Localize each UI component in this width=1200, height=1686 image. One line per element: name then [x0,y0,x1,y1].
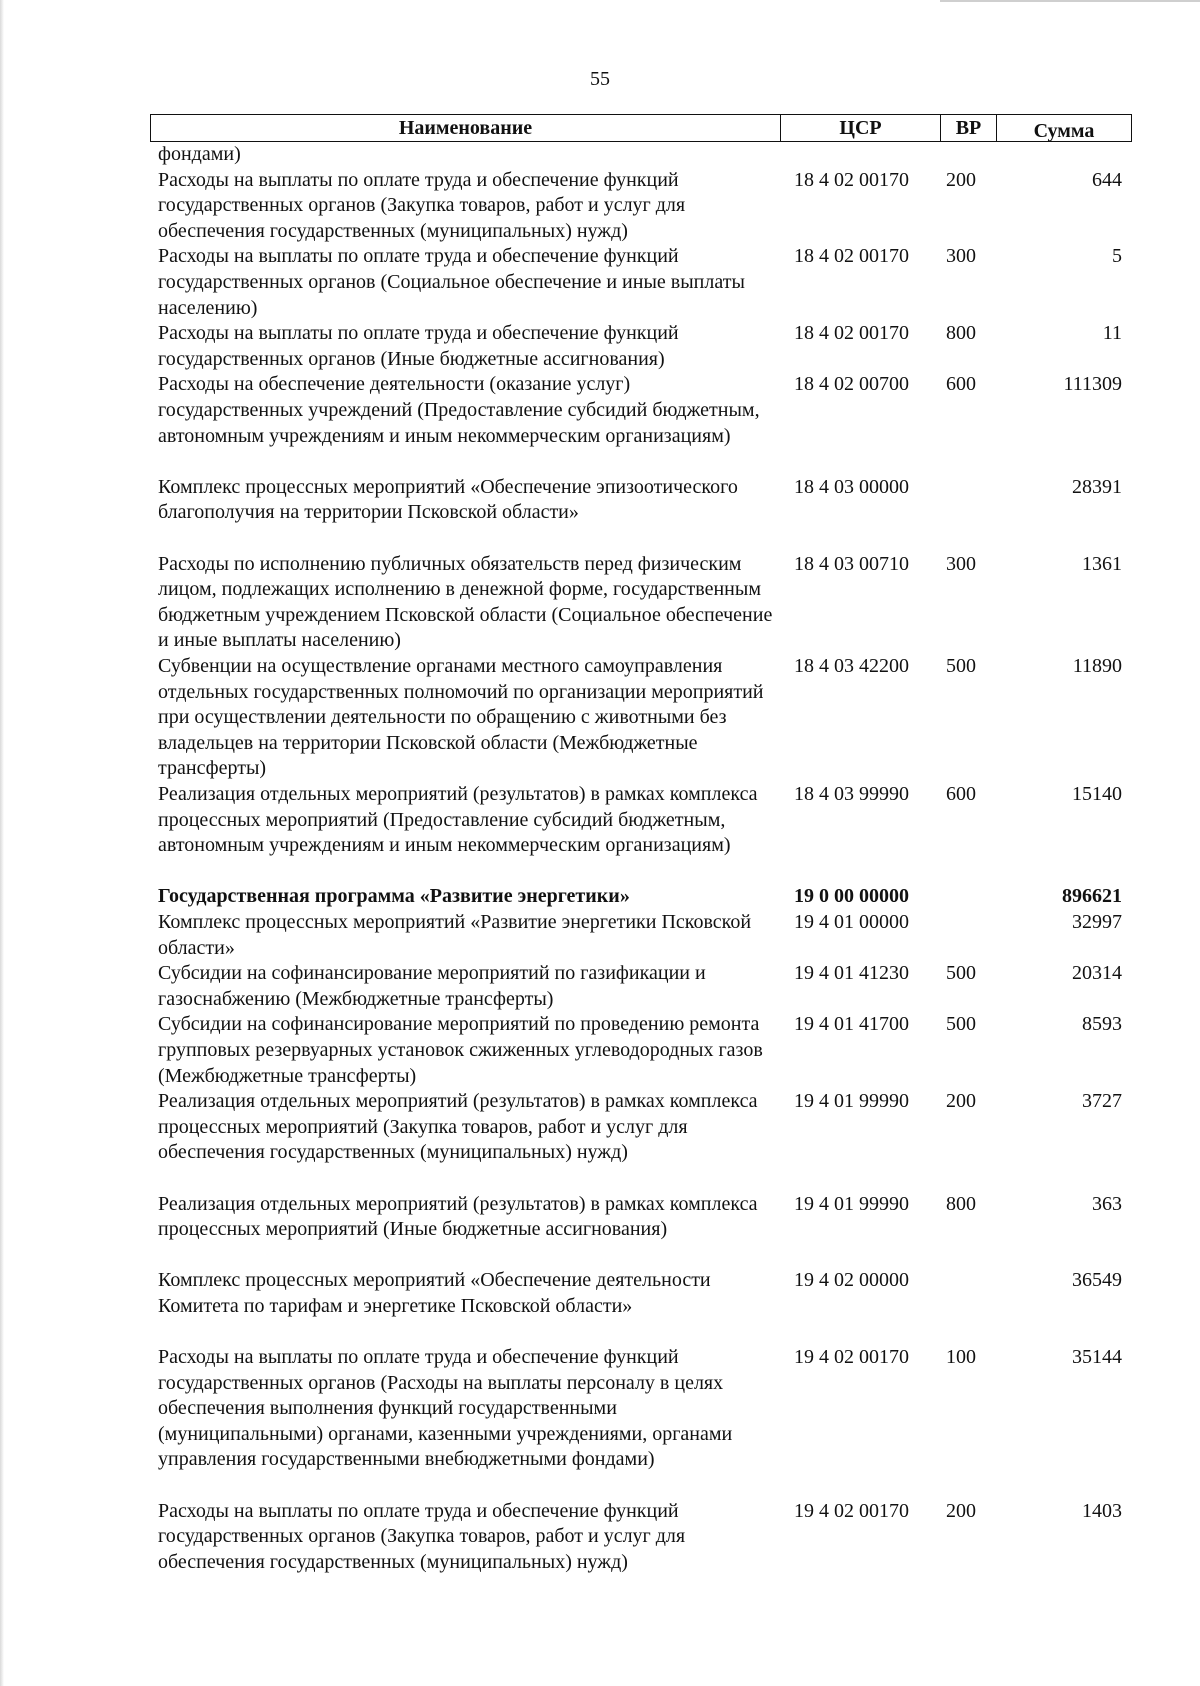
table-row [150,782,1132,884]
table-row [150,1499,1132,1576]
row-name: Реализация отдельных мероприятий (результатов) в рамках комплекса процессных мероприятий (Иные бюджетные ассигнования) [158,1192,758,1241]
scan-edge-top [940,0,1200,2]
table-row [150,552,1132,654]
row-csr: 18 4 02 00170 [794,245,909,268]
row-csr: 18 4 02 00700 [794,373,909,396]
row-sum: 32997 [1072,910,1122,933]
row-vr [940,475,996,552]
row-csr: 19 4 01 41700 [794,1013,909,1036]
row-name: Расходы на выплаты по оплате труда и обеспечение функций государственных органов (Закупка товаров, работ и услуг для обеспечения государственных (муниципальных) нужд) [158,1499,686,1573]
row-csr: 19 4 01 99990 [794,1192,909,1215]
row-sum: 8593 [1082,1013,1122,1036]
row-csr: 19 4 02 00170 [794,1346,909,1369]
table-header [150,114,1132,142]
row-name: Расходы на обеспечение деятельности (оказание услуг) государственных учреждений (Предоставление субсидий бюджетным, автономным учреждениям и иным некоммерческим организациям) [158,373,760,447]
scan-edge [0,0,4,1686]
table-row [150,884,1132,910]
row-name: Расходы на выплаты по оплате труда и обеспечение функций государственных органов (Иные бюджетные ассигнования) [158,322,679,370]
table-row [150,910,1132,961]
header-vr: ВР [941,115,997,141]
row-vr [940,884,996,910]
table-row [150,244,1132,321]
row-csr [780,142,940,168]
row-csr: 19 0 00 00000 [794,885,909,908]
row-vr: 100 [946,1346,976,1369]
row-sum: 15140 [1072,782,1122,805]
row-vr: 200 [946,1090,976,1113]
row-name: Расходы на выплаты по оплате труда и обеспечение функций государственных органов (Расходы на выплаты персоналу в целях обеспечения выполнения функций государственными (муниципальными) органами, казенными учреждениями, органами управления государственными внебюджетными фондами) [158,1346,733,1471]
row-vr: 300 [946,552,976,575]
row-sum: 111309 [1063,373,1122,396]
row-name: Комплекс процессных мероприятий «Обеспечение эпизоотического благополучия на территории Псковской области» [158,475,738,524]
header-name: Наименование [151,115,781,141]
row-vr: 200 [946,168,976,191]
table-body [150,142,1132,1575]
table-row [150,961,1132,1012]
table-row [150,1192,1132,1269]
row-vr: 500 [946,962,976,985]
row-sum [996,142,1130,168]
row-vr: 800 [946,322,976,345]
row-vr [940,1268,996,1345]
table-row [150,1268,1132,1345]
row-name: Субсидии на софинансирование мероприятий по газификации и газоснабжению (Межбюджетные трансферты) [158,962,706,1010]
row-name: Комплекс процессных мероприятий «Развитие энергетики Псковской области» [158,910,752,959]
row-sum: 5 [1112,245,1122,268]
row-sum: 3727 [1082,1090,1122,1113]
row-sum: 36549 [1072,1269,1122,1292]
header-sum: Сумма [1033,119,1095,142]
row-sum: 11 [1102,322,1122,345]
row-csr: 19 4 01 99990 [794,1090,909,1113]
table-row [150,142,1132,168]
row-csr: 19 4 02 00000 [794,1269,909,1292]
table-row [150,168,1132,245]
row-name: Субвенции на осуществление органами местного самоуправления отдельных государственных полномочий по организации мероприятий при осуществлении деятельности по обращению с животными без владельцев на территории Псковской области (Межбюджетные трансферты) [158,654,764,780]
row-vr: 600 [946,782,976,805]
row-name: Расходы по исполнению публичных обязательств перед физическим лицом, подлежащих исполнению в денежной форме, государственным бюджетным учреждением Псковской области (Социальное обеспечение и иные выплаты населению) [158,552,773,652]
row-vr [940,142,996,168]
row-sum: 896621 [1062,885,1122,908]
table-row [150,321,1132,372]
row-sum: 28391 [1072,475,1122,498]
row-sum: 363 [1092,1192,1122,1215]
row-csr: 19 4 02 00170 [794,1499,909,1522]
row-name: Расходы на выплаты по оплате труда и обеспечение функций государственных органов (Социальное обеспечение и иные выплаты населению) [158,245,745,319]
row-sum: 644 [1092,168,1122,191]
row-csr: 18 4 03 00710 [794,552,909,575]
row-csr: 19 4 01 00000 [794,910,909,933]
row-sum: 1403 [1082,1499,1122,1522]
row-vr: 200 [946,1499,976,1522]
table-row [150,654,1132,782]
row-csr: 18 4 03 42200 [794,654,909,677]
row-name: Реализация отдельных мероприятий (результатов) в рамках комплекса процессных мероприятий (Предоставление субсидий бюджетным, автономным учреждениям и иным некоммерческим организациям) [158,782,758,857]
page-number: 55 [590,68,610,90]
row-name: Субсидии на софинансирование мероприятий по проведению ремонта групповых резервуарных установок сжиженных углеводородных газов (Межбюджетные трансферты) [158,1013,763,1087]
row-vr: 600 [946,373,976,396]
row-csr: 18 4 02 00170 [794,168,909,191]
row-sum: 11890 [1072,654,1122,677]
table-row [150,1345,1132,1499]
row-name: фондами) [158,143,241,165]
table-row [150,1089,1132,1191]
row-csr: 18 4 03 99990 [794,782,909,805]
row-name: Расходы на выплаты по оплате труда и обеспечение функций государственных органов (Закупка товаров, работ и услуг для обеспечения государственных (муниципальных) нужд) [158,168,686,242]
row-csr: 19 4 01 41230 [794,962,909,985]
header-csr: ЦСР [781,115,941,141]
row-vr: 300 [946,245,976,268]
row-sum: 35144 [1072,1346,1122,1369]
table-row [150,372,1132,474]
row-sum: 1361 [1082,552,1122,575]
row-sum: 20314 [1072,962,1122,985]
row-name: Государственная программа «Развитие энергетики» [158,885,630,908]
budget-table [150,114,1132,1575]
row-csr: 18 4 03 00000 [794,475,909,498]
row-vr: 500 [946,654,976,677]
row-name: Комплекс процессных мероприятий «Обеспечение деятельности Комитета по тарифам и энергетике Псковской области» [158,1269,711,1317]
table-row [150,475,1132,552]
row-vr: 500 [946,1013,976,1036]
row-name: Реализация отдельных мероприятий (результатов) в рамках комплекса процессных мероприятий (Закупка товаров, работ и услуг для обеспечения государственных (муниципальных) нужд) [158,1090,758,1164]
row-csr: 18 4 02 00170 [794,322,909,345]
row-vr [940,910,996,961]
row-vr: 800 [946,1192,976,1215]
table-row [150,1012,1132,1089]
